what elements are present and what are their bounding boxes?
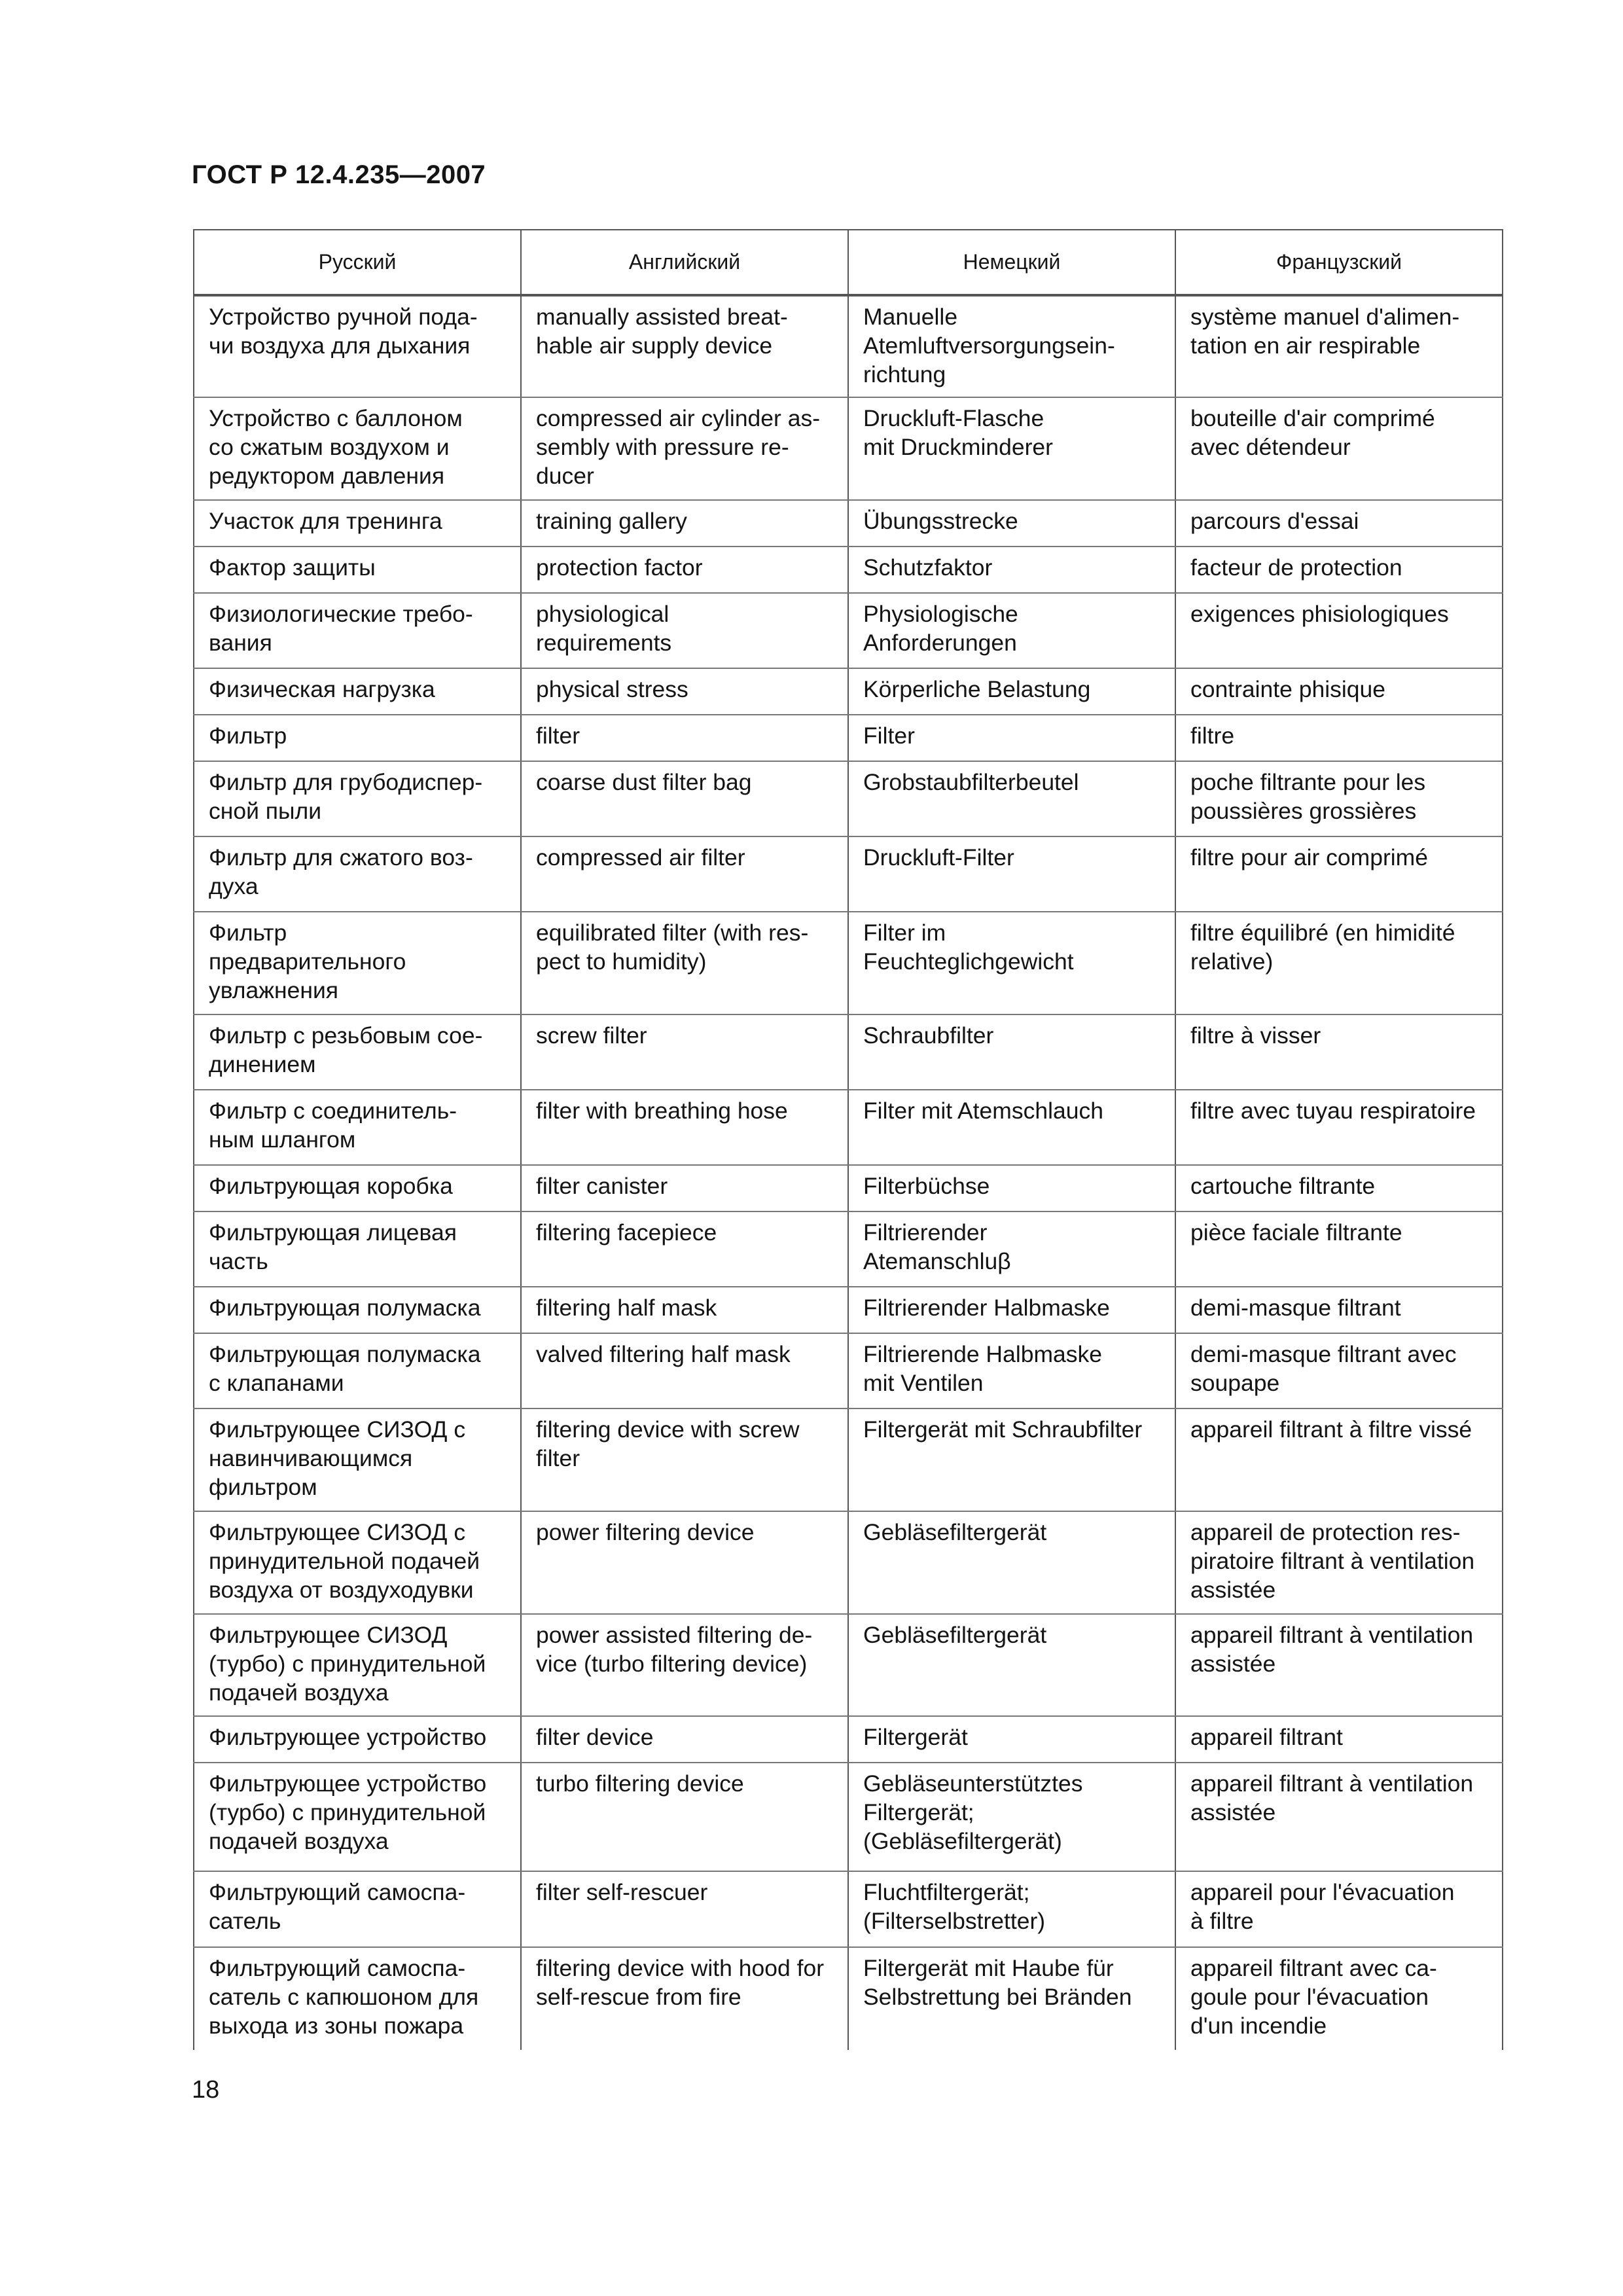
term-russian: Фильтрующее устройство (турбо) с принудительной подачей воздуха <box>209 1770 487 1854</box>
cell-russian <box>194 1333 521 1408</box>
cell-german <box>848 500 1175 547</box>
cell-russian <box>194 1614 521 1716</box>
term-german: Druckluft-Filter <box>863 844 1014 870</box>
cell-german <box>848 1947 1175 2050</box>
term-french: parcours d'essai <box>1190 508 1359 534</box>
term-french: filtre <box>1190 723 1235 749</box>
terminology-table <box>193 229 1503 2050</box>
cell-russian <box>194 1090 521 1165</box>
cell-german <box>848 1763 1175 1871</box>
term-russian: Физиологические требо- вания <box>209 601 473 656</box>
cell-french <box>1175 295 1503 397</box>
term-english: physical stress <box>536 676 688 702</box>
cell-french <box>1175 397 1503 500</box>
cell-french <box>1175 761 1503 836</box>
cell-french <box>1175 1408 1503 1511</box>
term-english: filter self-rescuer <box>536 1879 708 1905</box>
cell-russian <box>194 761 521 836</box>
term-german: Gebläsefiltergerät <box>863 1519 1047 1545</box>
term-russian: Фильтрующее СИЗОД с навинчивающимся фильтром <box>209 1416 466 1500</box>
term-russian: Устройство с баллоном со сжатым воздухом и редуктором давления <box>209 405 463 489</box>
term-russian: Фильтр для сжатого воз- духа <box>209 844 473 899</box>
term-russian: Фильтр для грубодиспер- сной пыли <box>209 769 483 824</box>
cell-russian <box>194 295 521 397</box>
table-row <box>194 1090 1503 1165</box>
cell-english <box>521 547 848 593</box>
cell-russian <box>194 1871 521 1947</box>
cell-french <box>1175 547 1503 593</box>
cell-german <box>848 912 1175 1014</box>
term-german: Schutzfaktor <box>863 554 993 581</box>
cell-french <box>1175 1614 1503 1716</box>
cell-french <box>1175 1763 1503 1871</box>
cell-english <box>521 500 848 547</box>
term-german: Filtergerät <box>863 1724 968 1750</box>
cell-russian <box>194 1511 521 1614</box>
term-french: poche filtrante pour les poussières grossières <box>1190 769 1426 824</box>
term-russian: Фильтр с резьбовым сое- динением <box>209 1022 483 1077</box>
table-row <box>194 1287 1503 1333</box>
term-german: Manuelle Atemluftversorgungsein- richtung <box>863 304 1115 387</box>
term-english: filtering half mask <box>536 1295 717 1321</box>
cell-russian <box>194 1716 521 1763</box>
term-english: filtering facepiece <box>536 1219 717 1246</box>
cell-german <box>848 1408 1175 1511</box>
term-russian: Фактор защиты <box>209 554 376 581</box>
cell-german <box>848 1287 1175 1333</box>
cell-english <box>521 593 848 668</box>
term-french: filtre avec tuyau respiratoire <box>1190 1098 1476 1124</box>
cell-russian <box>194 1165 521 1211</box>
cell-french <box>1175 1333 1503 1408</box>
table-row <box>194 1763 1503 1871</box>
term-russian: Фильтр <box>209 723 287 749</box>
term-german: Filtergerät mit Haube für Selbstrettung bei Bränden <box>863 1955 1132 2010</box>
column-header-english: Английский <box>521 230 848 295</box>
term-english: filtering device with screw filter <box>536 1416 800 1471</box>
cell-french <box>1175 1511 1503 1614</box>
term-russian: Фильтр предварительного увлажнения <box>209 920 406 1003</box>
cell-french <box>1175 1211 1503 1287</box>
cell-english <box>521 1408 848 1511</box>
term-french: contrainte phisique <box>1190 676 1386 702</box>
term-french: système manuel d'alimen- tation en air respirable <box>1190 304 1460 359</box>
document-title: ГОСТ Р 12.4.235—2007 <box>192 160 486 189</box>
table-row <box>194 397 1503 500</box>
table-row <box>194 1333 1503 1408</box>
cell-german <box>848 668 1175 715</box>
cell-english <box>521 836 848 912</box>
cell-english <box>521 295 848 397</box>
cell-french <box>1175 1090 1503 1165</box>
term-french: demi-masque filtrant avec soupape <box>1190 1341 1457 1396</box>
cell-german <box>848 715 1175 761</box>
term-french: appareil filtrant à filtre vissé <box>1190 1416 1472 1443</box>
term-french: appareil filtrant avec ca- goule pour l'évacuation d'un incendie <box>1190 1955 1437 2039</box>
cell-russian <box>194 715 521 761</box>
term-english: coarse dust filter bag <box>536 769 752 795</box>
term-english: power assisted filtering de- vice (turbo filtering device) <box>536 1622 813 1677</box>
cell-german <box>848 1090 1175 1165</box>
term-russian: Фильтрующий самоспа- сатель с капюшоном для выхода из зоны пожара <box>209 1955 479 2039</box>
cell-german <box>848 295 1175 397</box>
cell-german <box>848 1871 1175 1947</box>
cell-russian <box>194 1287 521 1333</box>
cell-french <box>1175 836 1503 912</box>
term-french: bouteille d'air comprimé avec détendeur <box>1190 405 1435 460</box>
cell-english <box>521 668 848 715</box>
term-french: filtre équilibré (en himidité relative) <box>1190 920 1455 975</box>
term-french: appareil filtrant à ventilation assistée <box>1190 1622 1474 1677</box>
cell-english <box>521 1333 848 1408</box>
term-english: power filtering device <box>536 1519 755 1545</box>
table-row <box>194 1614 1503 1716</box>
term-french: appareil pour l'évacuation à filtre <box>1190 1879 1455 1934</box>
cell-french <box>1175 1871 1503 1947</box>
term-french: appareil filtrant à ventilation assistée <box>1190 1770 1474 1825</box>
term-french: appareil de protection res- piratoire filtrant à ventilation assistée <box>1190 1519 1475 1603</box>
cell-russian <box>194 1211 521 1287</box>
term-german: Filterbüchse <box>863 1173 990 1199</box>
table-row <box>194 593 1503 668</box>
cell-english <box>521 1614 848 1716</box>
term-russian: Фильтрующая коробка <box>209 1173 453 1199</box>
column-header-german: Немецкий <box>848 230 1175 295</box>
cell-english <box>521 912 848 1014</box>
cell-russian <box>194 1014 521 1090</box>
term-russian: Фильтрующее СИЗОД (турбо) с принудительной подачей воздуха <box>209 1622 486 1706</box>
cell-english <box>521 397 848 500</box>
term-russian: Фильтрующая полумаска <box>209 1295 481 1321</box>
table-row <box>194 1716 1503 1763</box>
term-english: filter canister <box>536 1173 668 1199</box>
cell-german <box>848 1716 1175 1763</box>
term-french: cartouche filtrante <box>1190 1173 1376 1199</box>
table-body <box>194 295 1503 2050</box>
term-english: training gallery <box>536 508 687 534</box>
cell-english <box>521 1947 848 2050</box>
term-russian: Фильтрующее СИЗОД с принудительной подачей воздуха от воздуходувки <box>209 1519 480 1603</box>
term-german: Filter <box>863 723 915 749</box>
table-row <box>194 1871 1503 1947</box>
term-french: filtre à visser <box>1190 1022 1321 1049</box>
cell-french <box>1175 1716 1503 1763</box>
cell-german <box>848 1614 1175 1716</box>
cell-german <box>848 397 1175 500</box>
term-english: valved filtering half mask <box>536 1341 791 1367</box>
cell-german <box>848 1333 1175 1408</box>
cell-german <box>848 1211 1175 1287</box>
table-row <box>194 668 1503 715</box>
term-english: filter device <box>536 1724 654 1750</box>
table-row <box>194 1211 1503 1287</box>
term-russian: Фильтрующий самоспа- сатель <box>209 1879 466 1934</box>
term-german: Physiologische Anforderungen <box>863 601 1018 656</box>
page-number: 18 <box>192 2076 220 2104</box>
term-english: compressed air cylinder as- sembly with pressure re- ducer <box>536 405 821 489</box>
term-german: Grobstaubfilterbeutel <box>863 769 1079 795</box>
term-english: turbo filtering device <box>536 1770 744 1797</box>
cell-english <box>521 1014 848 1090</box>
cell-english <box>521 1090 848 1165</box>
cell-russian <box>194 500 521 547</box>
term-russian: Физическая нагрузка <box>209 676 435 702</box>
term-german: Filter mit Atemschlauch <box>863 1098 1103 1124</box>
table-row <box>194 1014 1503 1090</box>
table-row <box>194 1511 1503 1614</box>
term-russian: Устройство ручной пода- чи воздуха для дыхания <box>209 304 478 359</box>
term-german: Gebläsefiltergerät <box>863 1622 1047 1648</box>
cell-russian <box>194 912 521 1014</box>
cell-german <box>848 1165 1175 1211</box>
cell-english <box>521 1165 848 1211</box>
cell-english <box>521 1511 848 1614</box>
cell-french <box>1175 1287 1503 1333</box>
cell-russian <box>194 1408 521 1511</box>
cell-french <box>1175 912 1503 1014</box>
cell-german <box>848 761 1175 836</box>
header-row <box>194 230 1503 295</box>
term-english: filter <box>536 723 580 749</box>
term-french: demi-masque filtrant <box>1190 1295 1401 1321</box>
table-row <box>194 836 1503 912</box>
term-german: Fluchtfiltergerät; (Filterselbstretter) <box>863 1879 1046 1934</box>
cell-english <box>521 1871 848 1947</box>
cell-russian <box>194 836 521 912</box>
term-russian: Фильтрующее устройство <box>209 1724 487 1750</box>
cell-english <box>521 1763 848 1871</box>
term-german: Gebläseunterstütztes Filtergerät; (Gebläsefiltergerät) <box>863 1770 1083 1854</box>
term-german: Körperliche Belastung <box>863 676 1091 702</box>
term-english: filter with breathing hose <box>536 1098 788 1124</box>
term-french: pièce faciale filtrante <box>1190 1219 1402 1246</box>
term-english: manually assisted breat- hable air supply device <box>536 304 788 359</box>
cell-english <box>521 1716 848 1763</box>
cell-german <box>848 836 1175 912</box>
term-german: Filter im Feuchteglichgewicht <box>863 920 1074 975</box>
cell-french <box>1175 1947 1503 2050</box>
table-row <box>194 761 1503 836</box>
cell-german <box>848 593 1175 668</box>
term-german: Filtergerät mit Schraubfilter <box>863 1416 1143 1443</box>
term-german: Filtrierender Atemanschluβ <box>863 1219 1011 1274</box>
term-german: Schraubfilter <box>863 1022 994 1049</box>
term-russian: Фильтрующая полумаска с клапанами <box>209 1341 481 1396</box>
column-header-russian: Русский <box>194 230 521 295</box>
cell-french <box>1175 715 1503 761</box>
table-row <box>194 912 1503 1014</box>
cell-french <box>1175 593 1503 668</box>
table-row <box>194 1947 1503 2050</box>
cell-english <box>521 761 848 836</box>
term-english: compressed air filter <box>536 844 745 870</box>
cell-english <box>521 1287 848 1333</box>
cell-german <box>848 1014 1175 1090</box>
term-english: filtering device with hood for self-rescue from fire <box>536 1955 825 2010</box>
cell-french <box>1175 668 1503 715</box>
term-french: exigences phisiologiques <box>1190 601 1449 627</box>
table-row <box>194 715 1503 761</box>
term-english: protection factor <box>536 554 703 581</box>
term-russian: Участок для тренинга <box>209 508 442 534</box>
term-russian: Фильтр с соединитель- ным шлангом <box>209 1098 457 1153</box>
term-english: screw filter <box>536 1022 647 1049</box>
term-french: filtre pour air comprimé <box>1190 844 1428 870</box>
cell-german <box>848 1511 1175 1614</box>
table-row <box>194 500 1503 547</box>
table-row <box>194 1408 1503 1511</box>
cell-russian <box>194 547 521 593</box>
cell-french <box>1175 1014 1503 1090</box>
cell-russian <box>194 1763 521 1871</box>
term-french: appareil filtrant <box>1190 1724 1343 1750</box>
term-german: Filtrierender Halbmaske <box>863 1295 1110 1321</box>
term-russian: Фильтрующая лицевая часть <box>209 1219 457 1274</box>
term-german: Druckluft-Flasche mit Druckminderer <box>863 405 1053 460</box>
cell-english <box>521 715 848 761</box>
term-french: facteur de protection <box>1190 554 1402 581</box>
table-header <box>194 230 1503 295</box>
cell-russian <box>194 593 521 668</box>
term-german: Übungsstrecke <box>863 508 1018 534</box>
table-row <box>194 547 1503 593</box>
cell-russian <box>194 1947 521 2050</box>
cell-french <box>1175 1165 1503 1211</box>
cell-english <box>521 1211 848 1287</box>
column-header-french: Французский <box>1175 230 1503 295</box>
cell-german <box>848 547 1175 593</box>
term-english: equilibrated filter (with res- pect to humidity) <box>536 920 809 975</box>
term-english: physiological requirements <box>536 601 672 656</box>
table-row <box>194 1165 1503 1211</box>
term-german: Filtrierende Halbmaske mit Ventilen <box>863 1341 1103 1396</box>
table-row <box>194 295 1503 397</box>
cell-french <box>1175 500 1503 547</box>
cell-russian <box>194 668 521 715</box>
cell-russian <box>194 397 521 500</box>
